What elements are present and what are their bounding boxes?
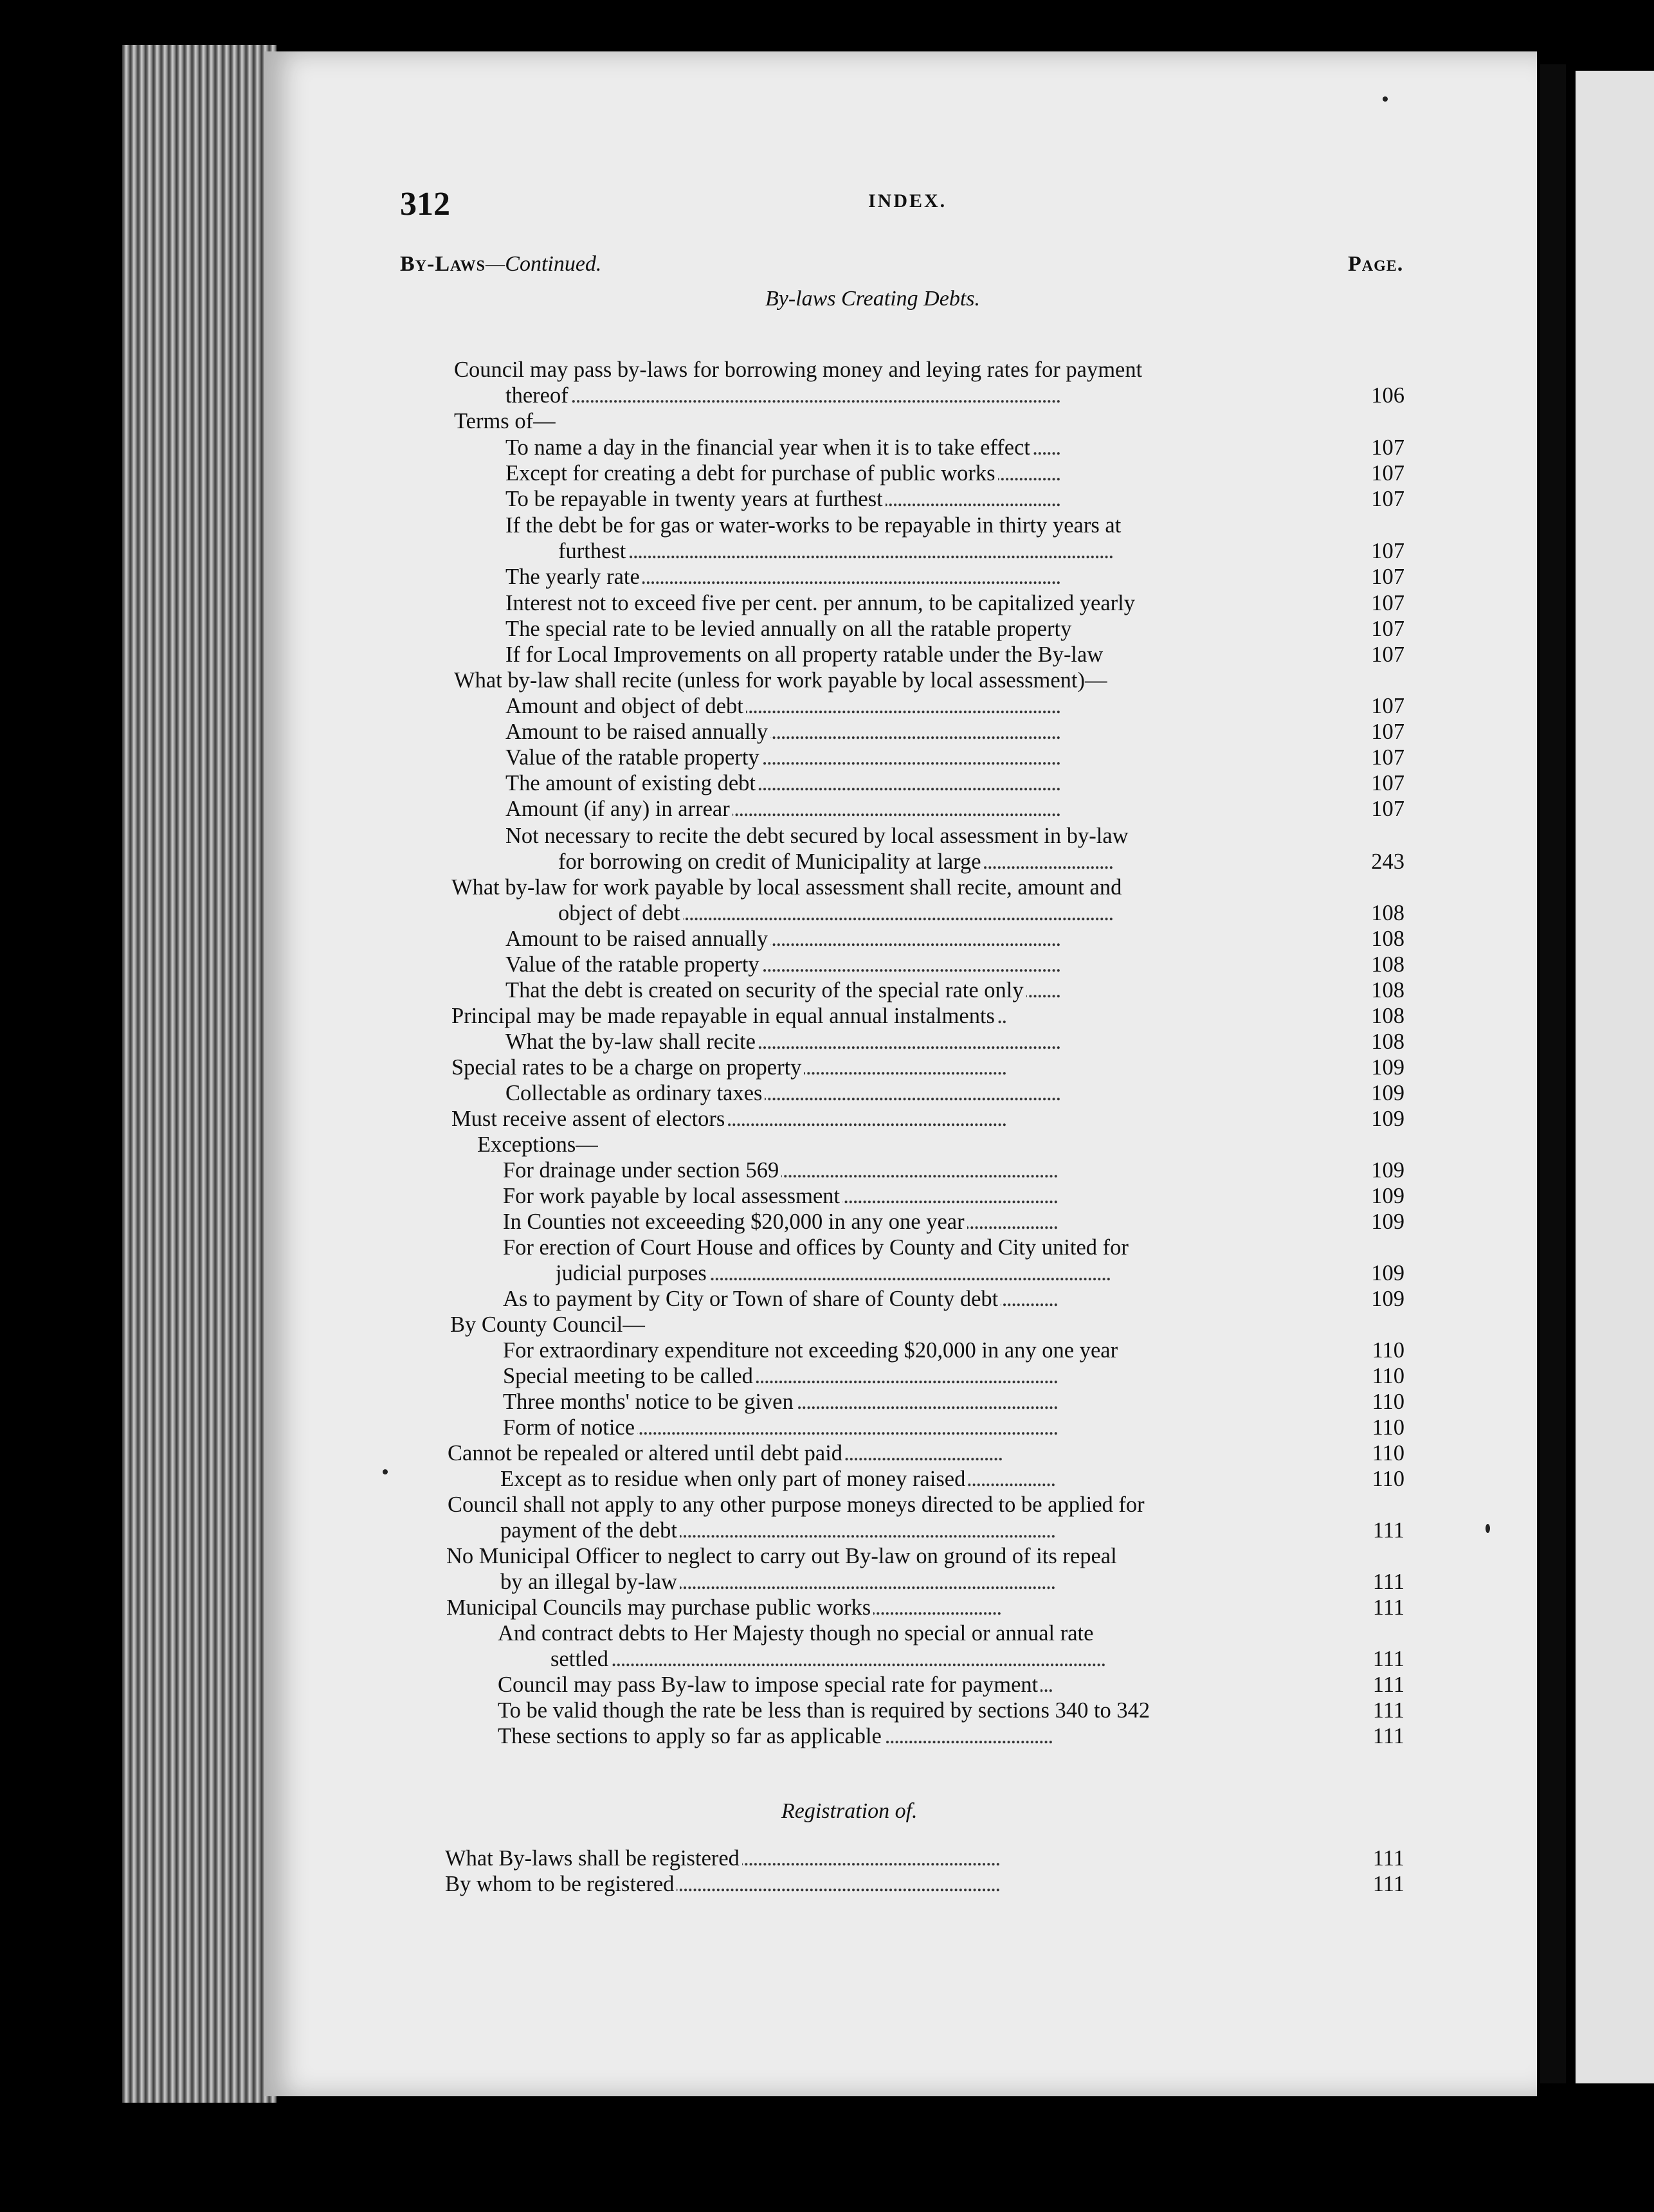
- index-entry-page: 106: [1371, 383, 1404, 408]
- index-entry-text: Amount and object of debt: [505, 694, 746, 718]
- index-entry-text: Value of the ratable property: [505, 952, 762, 977]
- index-entry-page: 108: [1371, 952, 1404, 977]
- index-entry: [454, 667, 1354, 693]
- index-entry-text: For extraordinary expenditure not exceeding $20,000 in any one year: [503, 1338, 1120, 1363]
- index-entry-page: 109: [1371, 1158, 1404, 1183]
- index-entry-text: Special meeting to be called: [503, 1364, 756, 1388]
- index-entry: [505, 770, 1341, 796]
- index-entry-text: Amount to be raised annually: [505, 720, 770, 744]
- index-entry-text: by an illegal by-law: [500, 1570, 680, 1594]
- index-entry: [500, 1569, 1341, 1595]
- index-entry-page: 108: [1371, 927, 1404, 951]
- subheading-registration: Registration of.: [781, 1799, 918, 1823]
- index-entry-text: settled: [550, 1647, 611, 1671]
- index-entry-text: Municipal Councils may purchase public works: [446, 1595, 873, 1620]
- index-entry: [505, 642, 1341, 667]
- index-entry-page: 111: [1372, 1846, 1404, 1871]
- index-entry-text: No Municipal Officer to neglect to carry out By-law on ground of its repeal: [446, 1544, 1120, 1568]
- index-entry-page: 107: [1371, 435, 1404, 460]
- index-entry: [558, 538, 1341, 564]
- index-entry: [505, 616, 1341, 642]
- index-entry-page: 110: [1372, 1441, 1404, 1465]
- index-entry: [505, 796, 1341, 822]
- index-entry: [505, 719, 1341, 745]
- index-entry-text: furthest: [558, 539, 628, 563]
- index-entry-text: Form of notice: [503, 1415, 637, 1440]
- index-entry-page: 109: [1371, 1184, 1404, 1208]
- index-entry-page: 107: [1371, 565, 1404, 589]
- index-entry: [503, 1415, 1341, 1440]
- index-entry-page: 108: [1371, 1004, 1404, 1028]
- index-entry: [505, 977, 1341, 1003]
- index-entry-page: 111: [1372, 1724, 1404, 1748]
- index-entry-text: To name a day in the financial year when it is to take effect: [505, 435, 1033, 460]
- index-entry-text: What by-law shall recite (unless for work payable by local assessment)—: [454, 668, 1110, 693]
- index-entry: [446, 1595, 1341, 1620]
- running-head: INDEX.: [868, 190, 947, 212]
- index-entry-page: 107: [1371, 694, 1404, 718]
- index-entry-page: 111: [1372, 1647, 1404, 1671]
- index-entry-page: 107: [1371, 591, 1404, 615]
- index-entry: [498, 1698, 1341, 1723]
- index-entry-text: Must receive assent of electors: [451, 1107, 727, 1131]
- index-entry: [503, 1389, 1341, 1415]
- index-entry-text: Council may pass By-law to impose special rate for payment: [498, 1673, 1041, 1697]
- index-entry-page: 110: [1372, 1364, 1404, 1388]
- index-entry: [505, 512, 1406, 538]
- index-entry: [498, 1672, 1341, 1698]
- index-entry: [451, 1106, 1341, 1132]
- index-entry: [503, 1157, 1341, 1183]
- index-entry-text: Amount to be raised annually: [505, 927, 770, 951]
- index-entry: [503, 1337, 1341, 1363]
- index-entry: [445, 1845, 1341, 1871]
- index-entry: [505, 823, 1406, 849]
- index-entry-text: By whom to be registered: [445, 1872, 677, 1896]
- index-entry: [558, 900, 1341, 926]
- index-entry-page: 107: [1371, 487, 1404, 511]
- index-entry-text: As to payment by City or Town of share of County debt: [503, 1287, 1001, 1311]
- index-entry-text: By County Council—: [450, 1312, 648, 1337]
- index-entry-page: 111: [1372, 1698, 1404, 1723]
- index-entry-text: Council shall not apply to any other purpose moneys directed to be applied for: [448, 1492, 1147, 1517]
- index-entry-text: payment of the debt: [500, 1518, 680, 1543]
- index-entry: [505, 383, 1341, 408]
- index-entry: [505, 745, 1341, 770]
- index-entry-page: 109: [1371, 1210, 1404, 1234]
- index-entry-page: 111: [1372, 1595, 1404, 1620]
- index-entry-text: object of debt: [558, 901, 683, 925]
- index-entry: [451, 875, 1352, 900]
- index-entry-text: Except as to residue when only part of money raised: [500, 1467, 968, 1491]
- index-entry-page: 111: [1372, 1518, 1404, 1543]
- index-entry-text: The yearly rate: [505, 565, 642, 589]
- index-entry-text: In Counties not exceeeding $20,000 in any one year: [503, 1210, 967, 1234]
- index-entry-text: Three months' notice to be given: [503, 1390, 796, 1414]
- index-entry-text: What by-law for work payable by local assessment shall recite, amount and: [451, 875, 1124, 900]
- section-heading-caps: By-Laws: [400, 252, 486, 276]
- index-entry-text: for borrowing on credit of Municipality at large: [558, 849, 984, 874]
- index-entry-page: 107: [1371, 745, 1404, 770]
- index-entry-page: 108: [1371, 978, 1404, 1002]
- page-column-heading: Page.: [1348, 252, 1404, 276]
- index-entry-text: The amount of existing debt: [505, 771, 758, 795]
- index-entry-text: Amount (if any) in arrear: [505, 797, 732, 821]
- index-entry-text: The special rate to be levied annually on all the ratable property: [505, 617, 1074, 641]
- index-entry-text: To be valid though the rate be less than is required by sections 340 to 342: [498, 1698, 1152, 1723]
- index-entry-text: Terms of—: [454, 409, 558, 433]
- index-entry-page: 109: [1371, 1055, 1404, 1080]
- index-entry-text: Cannot be repealed or altered until debt paid: [448, 1441, 845, 1465]
- index-entry: [550, 1646, 1341, 1672]
- index-entry-text: What By-laws shall be registered: [445, 1846, 742, 1871]
- index-entry: [505, 590, 1341, 616]
- index-entry-page: 108: [1371, 901, 1404, 925]
- index-entry: [505, 952, 1341, 977]
- index-entry: [498, 1723, 1341, 1749]
- index-entry: [558, 849, 1341, 875]
- index-entry: [445, 1871, 1341, 1897]
- index-entry: [503, 1286, 1341, 1312]
- index-entry-page: 110: [1372, 1338, 1404, 1363]
- page-number: 312: [400, 186, 450, 222]
- index-entry: [505, 460, 1341, 486]
- index-entry: [500, 1518, 1341, 1543]
- index-entry: [503, 1209, 1341, 1235]
- index-entry-page: 107: [1371, 771, 1404, 795]
- index-entry-page: 110: [1372, 1390, 1404, 1414]
- index-entry-text: Council may pass by-laws for borrowing money and leying rates for payment: [454, 358, 1145, 382]
- index-entry-page: 107: [1371, 617, 1404, 641]
- index-entry-page: 108: [1371, 1029, 1404, 1054]
- index-entry: [477, 1132, 1377, 1157]
- index-entry-page: 111: [1372, 1673, 1404, 1697]
- index-entry: [500, 1466, 1341, 1492]
- subheading-creating-debts: By-laws Creating Debts.: [765, 287, 980, 311]
- index-entry-text: Principal may be made repayable in equal annual instalments: [451, 1004, 997, 1028]
- index-entry-text: For work payable by local assessment: [503, 1184, 842, 1208]
- index-entry: [505, 1080, 1341, 1106]
- index-entry-page: 109: [1371, 1287, 1404, 1311]
- index-entry-text: Collectable as ordinary taxes: [505, 1081, 765, 1105]
- index-entry: [505, 693, 1341, 719]
- index-entry-text: For erection of Court House and offices by County and City united for: [503, 1235, 1131, 1260]
- index-entry-text: If the debt be for gas or water-works to be repayable in thirty years at: [505, 513, 1123, 538]
- index-entry-text: These sections to apply so far as applicable: [498, 1724, 884, 1748]
- index-entry-text: That the debt is created on security of the special rate only: [505, 978, 1026, 1002]
- index-entry-text: Special rates to be a charge on property: [451, 1055, 804, 1080]
- index-entry-page: 110: [1372, 1467, 1404, 1491]
- index-entry-text: And contract debts to Her Majesty though no special or annual rate: [498, 1621, 1096, 1645]
- index-entry: [454, 408, 1354, 434]
- index-entry: [498, 1620, 1398, 1646]
- index-entry-text: For drainage under section 569: [503, 1158, 781, 1183]
- index-entry-text: If for Local Improvements on all property ratable under the By-law: [505, 642, 1105, 667]
- index-entry-page: 107: [1371, 539, 1404, 563]
- index-entry-page: 107: [1371, 642, 1404, 667]
- index-entry-text: What the by-law shall recite: [505, 1029, 758, 1054]
- index-entry-page: 109: [1371, 1081, 1404, 1105]
- index-entry: [505, 1029, 1341, 1055]
- index-entry: [503, 1235, 1403, 1260]
- index-entry: [448, 1440, 1341, 1466]
- index-entry: [451, 1003, 1341, 1029]
- index-entry: [505, 564, 1341, 590]
- index-entry-text: Not necessary to recite the debt secured by local assessment in by-law: [505, 824, 1131, 848]
- index-entry: [446, 1543, 1347, 1569]
- index-entry: [505, 435, 1341, 460]
- index-entry: [454, 357, 1354, 383]
- index-entry-text: Value of the ratable property: [505, 745, 762, 770]
- index-entry-text: Exceptions—: [477, 1132, 601, 1157]
- index-entry: [556, 1260, 1341, 1286]
- index-entry: [503, 1183, 1341, 1209]
- index-entry-text: judicial purposes: [556, 1261, 709, 1285]
- index-entry-text: Interest not to exceed five per cent. per annum, to be capitalized yearly: [505, 591, 1138, 615]
- index-entry-page: 243: [1371, 849, 1404, 874]
- index-entry-page: 107: [1371, 461, 1404, 485]
- index-entry-text: thereof: [505, 383, 571, 408]
- index-entry: [451, 1055, 1341, 1080]
- index-entry-page: 109: [1371, 1107, 1404, 1131]
- index-entry: [448, 1492, 1348, 1518]
- index-entry: [505, 486, 1341, 512]
- section-heading-continued: —Continued.: [486, 252, 602, 276]
- index-entry-page: 111: [1372, 1872, 1404, 1896]
- index-entry-page: 111: [1372, 1570, 1404, 1594]
- index-entry-text: Except for creating a debt for purchase of public works: [505, 461, 998, 485]
- index-entry-page: 107: [1371, 720, 1404, 744]
- index-entry-text: To be repayable in twenty years at furthest: [505, 487, 886, 511]
- index-entry: [450, 1312, 1350, 1337]
- index-entry: [505, 926, 1341, 952]
- index-entry-page: 109: [1371, 1261, 1404, 1285]
- index-entry: [503, 1363, 1341, 1389]
- index-entry-page: 110: [1372, 1415, 1404, 1440]
- index-entry-page: 107: [1371, 797, 1404, 821]
